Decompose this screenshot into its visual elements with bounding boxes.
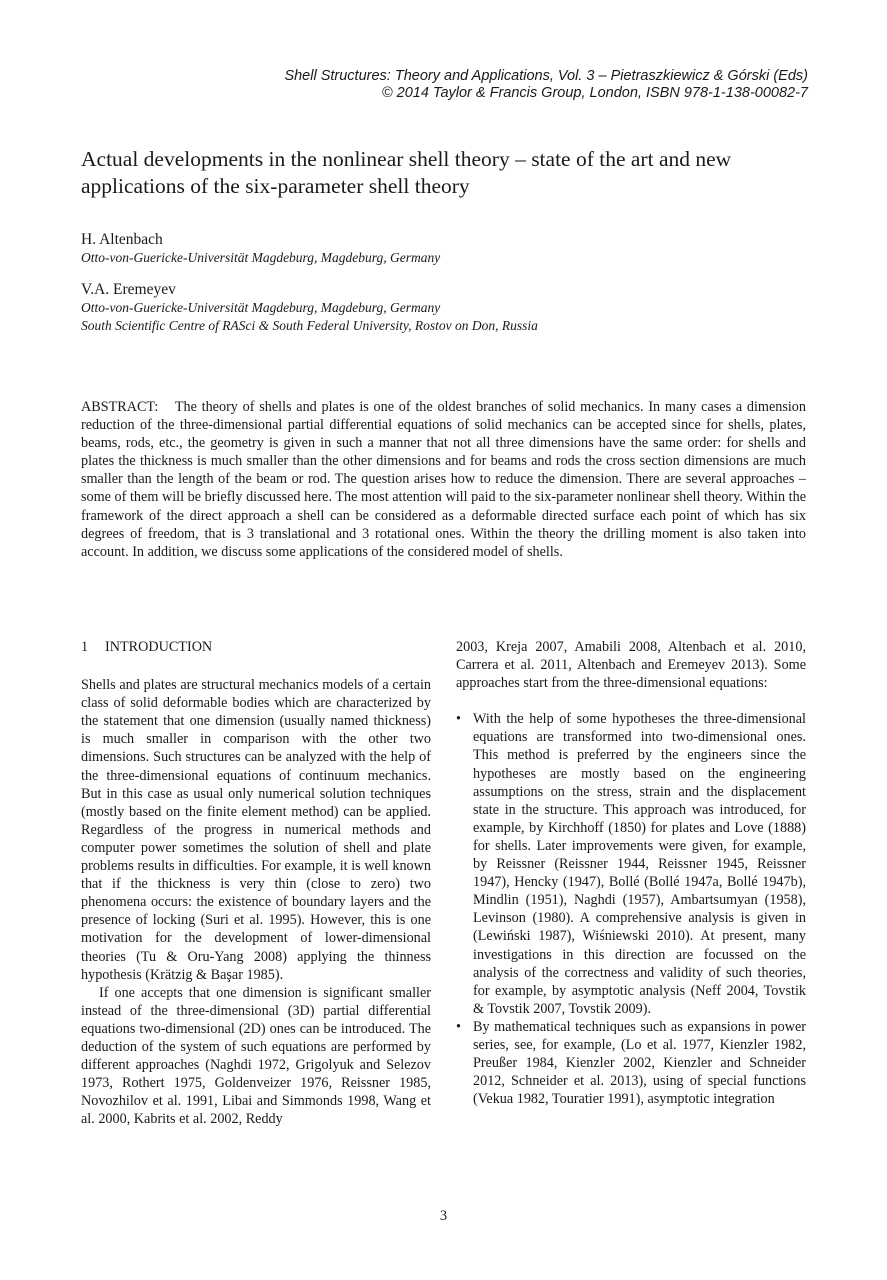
list-item (456, 1018, 806, 1108)
header-line-1: Shell Structures: Theory and Applications, Vol. 3 – Pietraszkiewicz & Górski (Eds) (284, 68, 808, 84)
running-header (88, 68, 808, 102)
author-name: H. Altenbach (81, 231, 163, 248)
abstract (81, 398, 806, 561)
abstract-label: ABSTRACT: (81, 399, 159, 415)
body-paragraph: 2003, Kreja 2007, Amabili 2008, Altenbach et al. 2010, Carrera et al. 2011, Altenbach and Eremeyev 2013). Some approaches start from the three-dimensional equations: (456, 639, 806, 692)
author-affiliation: Otto-von-Guericke-Universität Magdeburg, Magdeburg, Germany (81, 300, 441, 315)
list-item-text: By mathematical techniques such as expansions in power series, see, for example, (Lo et al. 1977, Kienzler 1982, Preußer 1984, Kienzler 2002, Kienzler and Schneider 2012, Schneider et al. 2013), using of special functions (Vekua 1982, Touratier 1991), asymptotic integration (473, 1018, 806, 1108)
paper-title: Actual developments in the nonlinear shell theory – state of the art and new applications of the six-parameter shell theory (81, 147, 732, 198)
section-heading (81, 638, 431, 656)
left-column (81, 638, 431, 1128)
author-2 (81, 280, 801, 335)
author-block (81, 230, 801, 348)
list-item-text: With the help of some hypotheses the three-dimensional equations are transformed into two-dimensional ones. This method is preferred by the engineers since the hypotheses are mostly based on the engineering assumptions on the stress, strain and the displacement state in the structure. This approach was introduced, for example, by Kirchhoff (1850) for plates and Love (1888) for shells. Later improvements were given, for example, by Reissner (Reissner 1944, Reissner 1945, Reissner 1947), Hencky (1947), Bollé (Bollé 1947a, Bollé 1947b), Mindlin (1951), Naghdi (1957), Ambartsumyan (1958), Levinson (1980). A comprehensive analysis is given in (Lewiński 1987), Wiśniewski 2010). At present, many investigations in this direction are focussed on the analysis of the correctness and validity of such theories, for example, by asymptotic analysis (Neff 2004, Tovstik & Tovstik 2007, Tovstik 2009). (473, 711, 806, 1017)
header-line-2: © 2014 Taylor & Francis Group, London, ISBN 978-1-138-00082-7 (381, 85, 808, 101)
section-number: 1 (81, 639, 89, 655)
bullet-icon: • (456, 711, 461, 728)
author-1 (81, 230, 801, 267)
author-affiliation: South Scientific Centre of RASci & South Federal University, Rostov on Don, Russia (81, 318, 538, 333)
bullet-icon: • (456, 1018, 461, 1035)
right-column (456, 638, 806, 1108)
bullet-list (456, 710, 806, 1108)
body-paragraph: If one accepts that one dimension is significant smaller instead of the three-dimensional (3D) partial differential equations two-dimensional (2D) ones can be introduced. The deduction of the system of such equations are performed by different approaches (Naghdi 1972, Grigolyuk and Selezov 1973, Rothert 1975, Goldenveizer 1976, Reissner 1985, Novozhilov et al. 1991, Libai and Simmonds 1998, Wang et al. 2000, Kabrits et al. 2002, Reddy (81, 984, 431, 1128)
abstract-text: The theory of shells and plates is one of the oldest branches of solid mechanics. In many cases a dimension reduction of the three-dimensional partial differential equations of solid mechanics can be accepted since for shells, plates, beams, rods, etc., the geometry is given in such a manner that not all three dimensions have the same order: for shells and plates the thickness is much smaller than the other dimensions and for beams and rods the cross section dimensions are much smaller than the length of the beam or rod. The question arises how to reduce the dimension. There are several approaches – some of them will be briefly discussed here. The most attention will paid to the six-parameter nonlinear shell theory. Within the framework of the direct approach a shell can be considered as a deformable directed surface each point of which has six degrees of freedom, that is 3 translational and 3 rotational ones. Within the theory the drilling moment is also taken into account. In addition, we discuss some applications of the considered model of shells. (81, 399, 806, 560)
section-title: INTRODUCTION (105, 639, 213, 655)
body-paragraph: Shells and plates are structural mechanics models of a certain class of solid deformable bodies which are characterized by the statement that one dimension (usually named thickness) is much smaller in comparison with the other two dimensions. Such structures can be analyzed with the help of the three-dimensional equations of continuum mechanics. But in this case as usual only numerical solution techniques (mostly based on the finite element method) can be applied. Regardless of the progress in numerical methods and computer power sometimes the solution of shell and plate problems results in difficulties. For example, it is well known that if the thickness is very thin (close to zero) two phenomena occurs: the existence of boundary layers and the presence of locking (Suri et al. 1995). However, this is one motivation for the development of lower-dimensional theories (Tu & Oru-Yang 2008) applying the thinness hypothesis (Krätzig & Başar 1985). (81, 677, 431, 983)
author-affiliation: Otto-von-Guericke-Universität Magdeburg, Magdeburg, Germany (81, 250, 441, 265)
author-name: V.A. Eremeyev (81, 281, 176, 298)
page-number: 3 (439, 1208, 448, 1224)
list-item (456, 710, 806, 1018)
